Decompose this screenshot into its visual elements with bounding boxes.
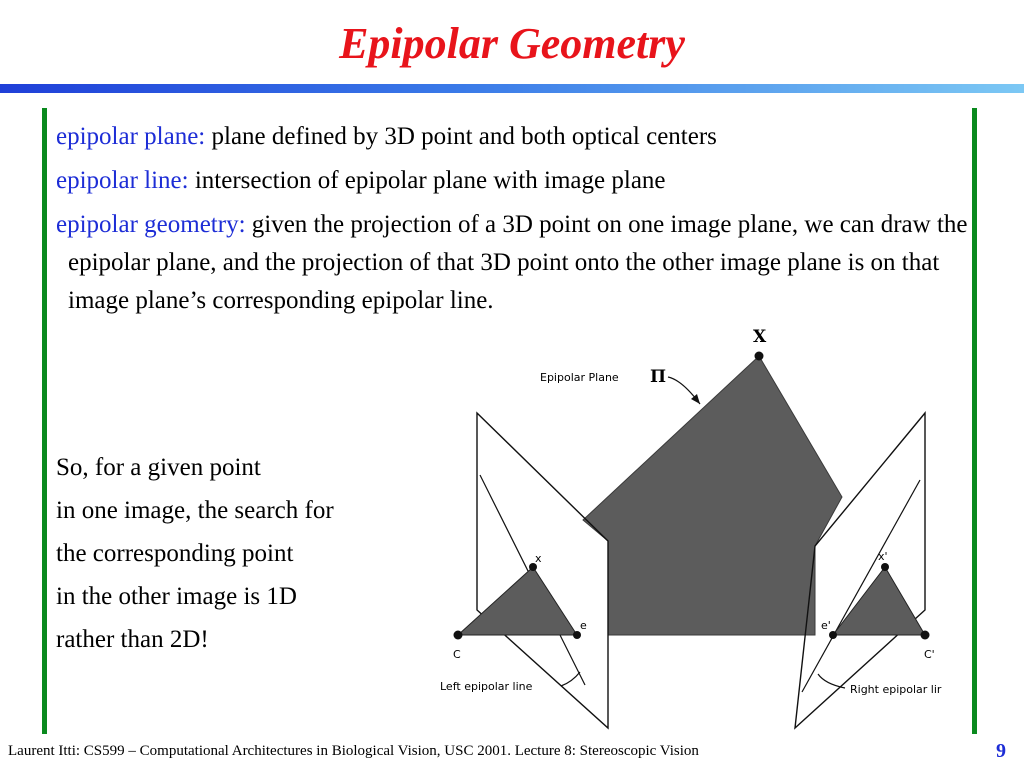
label-C: C <box>453 648 461 661</box>
definition-text: given the projection of a 3D point on one image plane, we can draw the epipolar plane, and the projection of that 3D point onto the other image plane is on that image plane’s corresponding epipolar line. <box>68 211 968 314</box>
definition-epipolar-plane <box>56 118 968 156</box>
label-X: X <box>753 327 767 347</box>
definition-text: plane defined by 3D point and both optical centers <box>205 123 717 150</box>
center-C-prime-dot <box>921 631 930 640</box>
definitions-block <box>56 118 968 326</box>
left-accent-bar <box>42 108 47 734</box>
definition-term: epipolar line: <box>56 167 189 194</box>
point-x-prime-dot <box>881 563 889 571</box>
diagram-svg <box>420 320 980 740</box>
summary-line: in the other image is 1D <box>56 583 297 610</box>
right-projection-triangle <box>833 567 925 635</box>
label-plane-symbol: Π <box>650 367 667 387</box>
label-left-epipolar-line: Left epipolar line <box>440 680 533 693</box>
label-epipolar-plane: Epipolar Plane <box>540 371 619 384</box>
epipolar-geometry-diagram <box>420 320 980 740</box>
slide-footer: Laurent Itti: CS599 – Computational Architectures in Biological Vision, USC 2001. Lecture 8: Stereoscopic Vision <box>8 743 699 759</box>
label-right-epipolar-line: Right epipolar lir <box>850 683 942 696</box>
label-x: x <box>535 552 542 565</box>
label-e: e <box>580 619 587 632</box>
epipole-e-dot <box>573 631 581 639</box>
label-C-prime: C' <box>924 648 935 661</box>
summary-line: the corresponding point <box>56 540 294 567</box>
label-e-prime: e' <box>821 619 831 632</box>
label-x-prime: x' <box>878 550 888 563</box>
left-projection-triangle <box>458 567 577 635</box>
definition-epipolar-line <box>56 162 968 200</box>
summary-line: So, for a given point <box>56 454 261 481</box>
definition-term: epipolar plane: <box>56 123 206 150</box>
center-C-dot <box>454 631 463 640</box>
summary-text <box>56 446 436 661</box>
page-number: 9 <box>996 740 1006 762</box>
epipolar-plane-shape <box>583 356 842 635</box>
point-X-dot <box>755 352 764 361</box>
definition-text: intersection of epipolar plane with image plane <box>188 167 666 194</box>
epipole-e-prime-dot <box>829 631 837 639</box>
summary-line: rather than 2D! <box>56 626 209 653</box>
definition-term: epipolar geometry: <box>56 211 246 238</box>
title-underline-bar <box>0 84 1024 93</box>
summary-line: in one image, the search for <box>56 497 334 524</box>
left-line-label-arrow <box>561 672 580 686</box>
definition-epipolar-geometry <box>56 206 968 320</box>
plane-label-arrowhead <box>691 394 700 404</box>
slide-title: Epipolar Geometry <box>339 19 685 68</box>
